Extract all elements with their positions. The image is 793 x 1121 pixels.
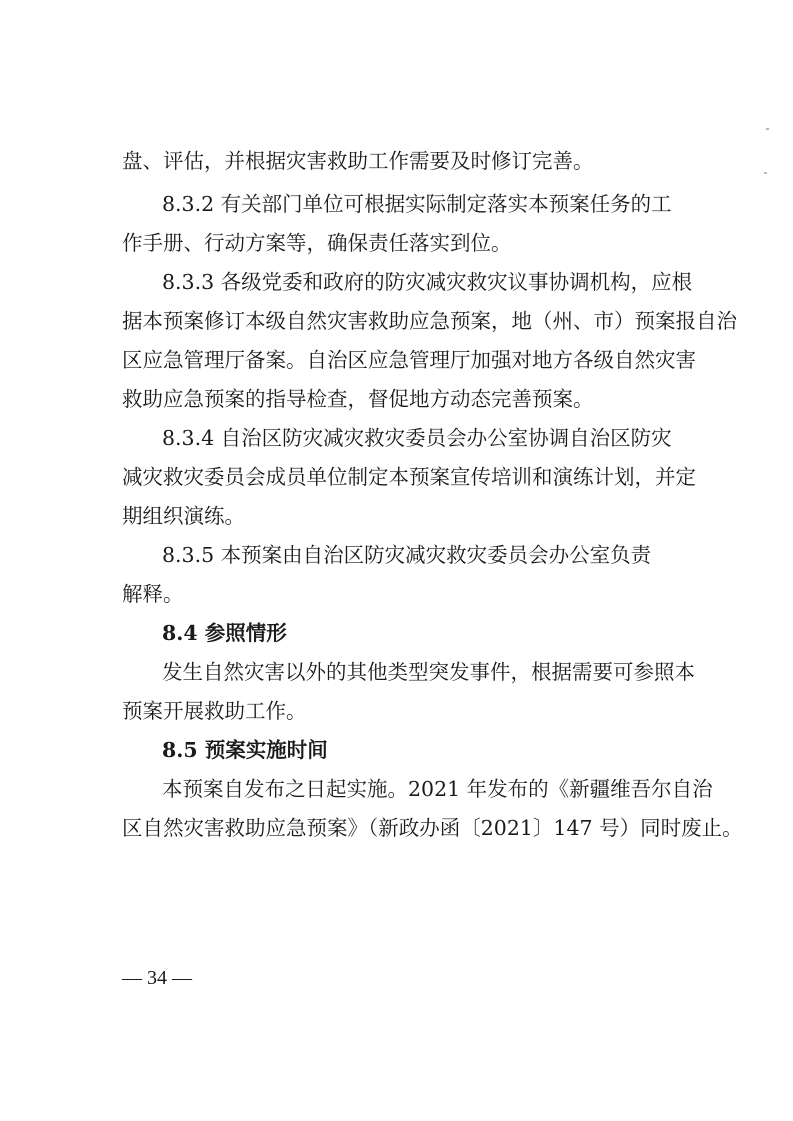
page-number: — 34 — <box>122 967 192 989</box>
paragraph-line <box>0 301 793 341</box>
section-heading <box>0 613 793 653</box>
paragraph-line <box>0 457 793 497</box>
paragraph-line <box>0 535 793 575</box>
line-text: 据本预案修订本级自然灾害救助应急预案，地（州、市）预案报自治 <box>122 309 737 333</box>
line-text: 减灾救灾委员会成员单位制定本预案宣传培训和演练计划，并定 <box>122 465 696 489</box>
scan-speck <box>766 128 769 130</box>
paragraph-line <box>0 184 793 224</box>
line-text: 区应急管理厅备案。自治区应急管理厅加强对地方各级自然灾害 <box>122 348 696 372</box>
line-text: 盘、评估，并根据灾害救助工作需要及时修订完善。 <box>122 149 594 173</box>
line-text: 解释。 <box>122 582 184 606</box>
line-text: 发生自然灾害以外的其他类型突发事件，根据需要可参照本 <box>162 660 695 684</box>
line-text: 区自然灾害救助应急预案》（新政办函〔2021〕147 号）同时废止。 <box>122 816 743 840</box>
line-text: 8.3.3 各级党委和政府的防灾减灾救灾议事协调机构，应根 <box>162 270 693 294</box>
line-text: 救助应急预案的指导检查，督促地方动态完善预案。 <box>122 387 594 411</box>
heading-text: 8.4 参照情形 <box>162 621 287 645</box>
line-text: 8.3.5 本预案由自治区防灾减灾救灾委员会办公室负责 <box>162 543 652 567</box>
paragraph-line <box>0 652 793 692</box>
paragraph-line <box>0 223 793 263</box>
section-heading <box>0 730 793 770</box>
paragraph-line <box>0 418 793 458</box>
paragraph-line <box>0 691 793 731</box>
paragraph-line <box>0 808 793 848</box>
line-text: 8.3.2 有关部门单位可根据实际制定落实本预案任务的工 <box>162 192 672 216</box>
paragraph-line <box>0 262 793 302</box>
line-text: 期组织演练。 <box>122 504 245 528</box>
paragraph-line <box>0 141 793 181</box>
paragraph-line <box>0 769 793 809</box>
scan-speck <box>764 172 767 174</box>
line-text: 预案开展救助工作。 <box>122 699 307 723</box>
line-text: 作手册、行动方案等，确保责任落实到位。 <box>122 231 512 255</box>
paragraph-line <box>0 379 793 419</box>
line-text: 本预案自发布之日起实施。2021 年发布的《新疆维吾尔自治 <box>162 777 713 801</box>
paragraph-line <box>0 340 793 380</box>
paragraph-line <box>0 574 793 614</box>
paragraph-line <box>0 496 793 536</box>
line-text: 8.3.4 自治区防灾减灾救灾委员会办公室协调自治区防灾 <box>162 426 672 450</box>
heading-text: 8.5 预案实施时间 <box>162 738 328 762</box>
